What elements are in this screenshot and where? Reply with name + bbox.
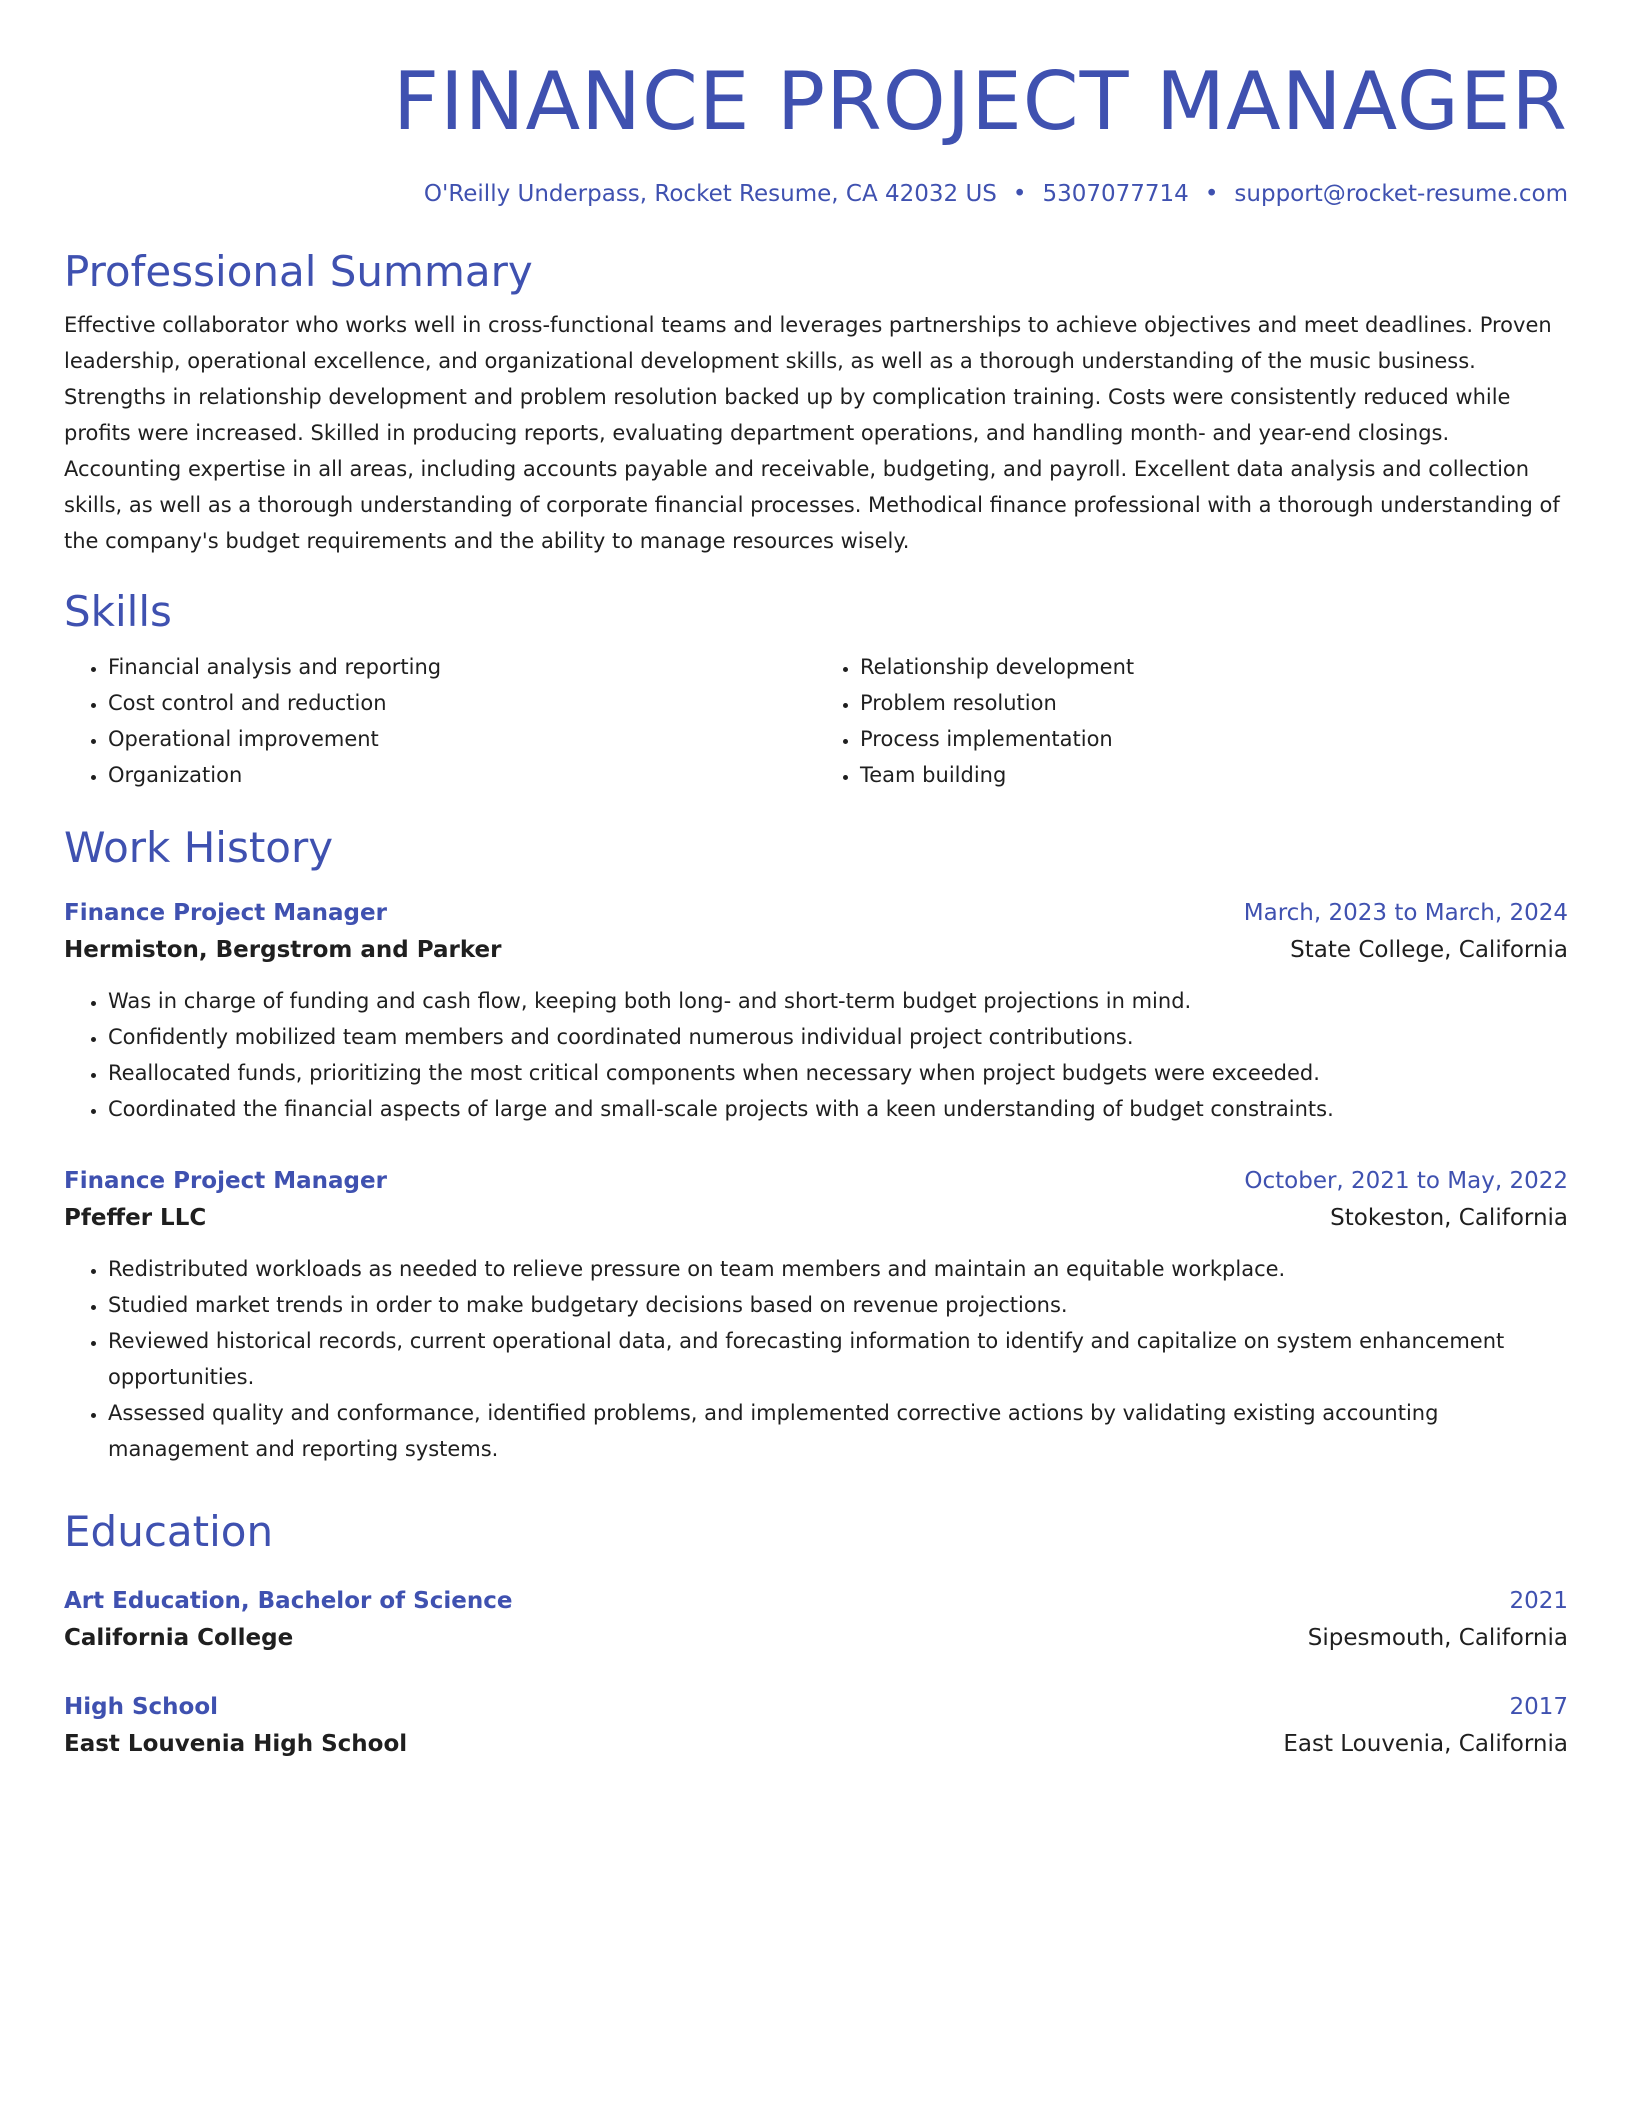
job-dates: March, 2023 to March, 2024 bbox=[1243, 900, 1568, 926]
contact-email[interactable]: support@rocket-resume.com bbox=[1234, 181, 1568, 207]
work-history-heading: Work History bbox=[64, 823, 334, 872]
education-entry bbox=[64, 1689, 1568, 1763]
candidate-title: FINANCE PROJECT MANAGER bbox=[393, 55, 1568, 148]
job-bullets bbox=[64, 1251, 1568, 1467]
job-location: Stokeston, California bbox=[1330, 1205, 1568, 1231]
skills-heading: Skills bbox=[64, 587, 172, 636]
skills-list-left bbox=[64, 649, 816, 793]
education-location: Sipesmouth, California bbox=[1307, 1625, 1568, 1651]
job-bullet: • Confidently mobilized team members and coordinated numerous individual project contributions. bbox=[108, 1019, 1568, 1055]
skills-columns bbox=[64, 649, 1568, 793]
skill-item: • Cost control and reduction bbox=[108, 685, 816, 721]
resume-header bbox=[64, 52, 1568, 210]
contact-separator: • bbox=[1012, 181, 1027, 207]
education-degree: Art Education, Bachelor of Science bbox=[64, 1588, 513, 1614]
contact-phone[interactable]: 5307077714 bbox=[1042, 181, 1189, 207]
job-company: Hermiston, Bergstrom and Parker bbox=[64, 937, 502, 963]
education-school-row bbox=[64, 1619, 1568, 1657]
education-header-row bbox=[64, 1583, 1568, 1619]
job-bullet: • Reviewed historical records, current operational data, and forecasting information to identify and capitalize on system enhancement opportunities. bbox=[108, 1323, 1568, 1395]
contact-separator: • bbox=[1204, 181, 1219, 207]
contact-address: O'Reilly Underpass, Rocket Resume, CA 42032 US bbox=[423, 181, 997, 207]
education-year: 2017 bbox=[1509, 1694, 1568, 1720]
job-entry bbox=[64, 1163, 1568, 1467]
education-heading: Education bbox=[64, 1507, 274, 1556]
skill-item: • Financial analysis and reporting bbox=[108, 649, 816, 685]
education-school-row bbox=[64, 1725, 1568, 1763]
job-bullet: • Reallocated funds, prioritizing the most critical components when necessary when project budgets were exceeded. bbox=[108, 1055, 1568, 1091]
job-header-row bbox=[64, 1163, 1568, 1199]
skill-item: • Relationship development bbox=[860, 649, 1568, 685]
job-company-row bbox=[64, 931, 1568, 969]
contact-line bbox=[64, 178, 1568, 210]
job-role: Finance Project Manager bbox=[64, 1168, 387, 1194]
job-header-row bbox=[64, 895, 1568, 931]
job-bullets bbox=[64, 983, 1568, 1127]
job-bullet: • Redistributed workloads as needed to relieve pressure on team members and maintain an equitable workplace. bbox=[108, 1251, 1568, 1287]
education-school: California College bbox=[64, 1625, 294, 1651]
job-company: Pfeffer LLC bbox=[64, 1205, 207, 1231]
education-school: East Louvenia High School bbox=[64, 1731, 408, 1757]
education-location: East Louvenia, California bbox=[1283, 1731, 1568, 1757]
summary-heading: Professional Summary bbox=[64, 247, 533, 296]
skill-item: • Team building bbox=[860, 757, 1568, 793]
education-header-row bbox=[64, 1689, 1568, 1725]
job-bullet: • Was in charge of funding and cash flow, keeping both long- and short-term budget projections in mind. bbox=[108, 983, 1568, 1019]
summary-text: Effective collaborator who works well in cross-functional teams and leverages partnerships to achieve objectives and meet deadlines. Proven leadership, operational excellence, and organizational development skills, as well as a thorough understanding of the music business. Strengths in relationship development and problem resolution backed up by complication training. Costs were consistently reduced while profits were increased. Skilled in producing reports, evaluating department operations, and handling month- and year-end closings. Accounting expertise in all areas, including accounts payable and receivable, budgeting, and payroll. Excellent data analysis and collection skills, as well as a thorough understanding of corporate financial processes. Methodical finance professional with a thorough understanding of the company's budget requirements and the ability to manage resources wisely. bbox=[64, 313, 1560, 553]
job-bullet: • Assessed quality and conformance, identified problems, and implemented corrective actions by validating existing accounting management and reporting systems. bbox=[108, 1395, 1568, 1467]
education-year: 2021 bbox=[1509, 1588, 1568, 1614]
education-entry bbox=[64, 1583, 1568, 1657]
skills-list-right bbox=[816, 649, 1568, 793]
job-entry bbox=[64, 895, 1568, 1127]
skill-item: • Problem resolution bbox=[860, 685, 1568, 721]
job-company-row bbox=[64, 1199, 1568, 1237]
job-bullet: • Studied market trends in order to make budgetary decisions based on revenue projections. bbox=[108, 1287, 1568, 1323]
job-location: State College, California bbox=[1290, 937, 1568, 963]
job-bullet: • Coordinated the financial aspects of large and small-scale projects with a keen understanding of budget constraints. bbox=[108, 1091, 1568, 1127]
job-dates: October, 2021 to May, 2022 bbox=[1244, 1168, 1568, 1194]
skill-item: • Organization bbox=[108, 757, 816, 793]
job-role: Finance Project Manager bbox=[64, 900, 387, 926]
skill-item: • Operational improvement bbox=[108, 721, 816, 757]
skill-item: • Process implementation bbox=[860, 721, 1568, 757]
education-degree: High School bbox=[64, 1694, 219, 1720]
